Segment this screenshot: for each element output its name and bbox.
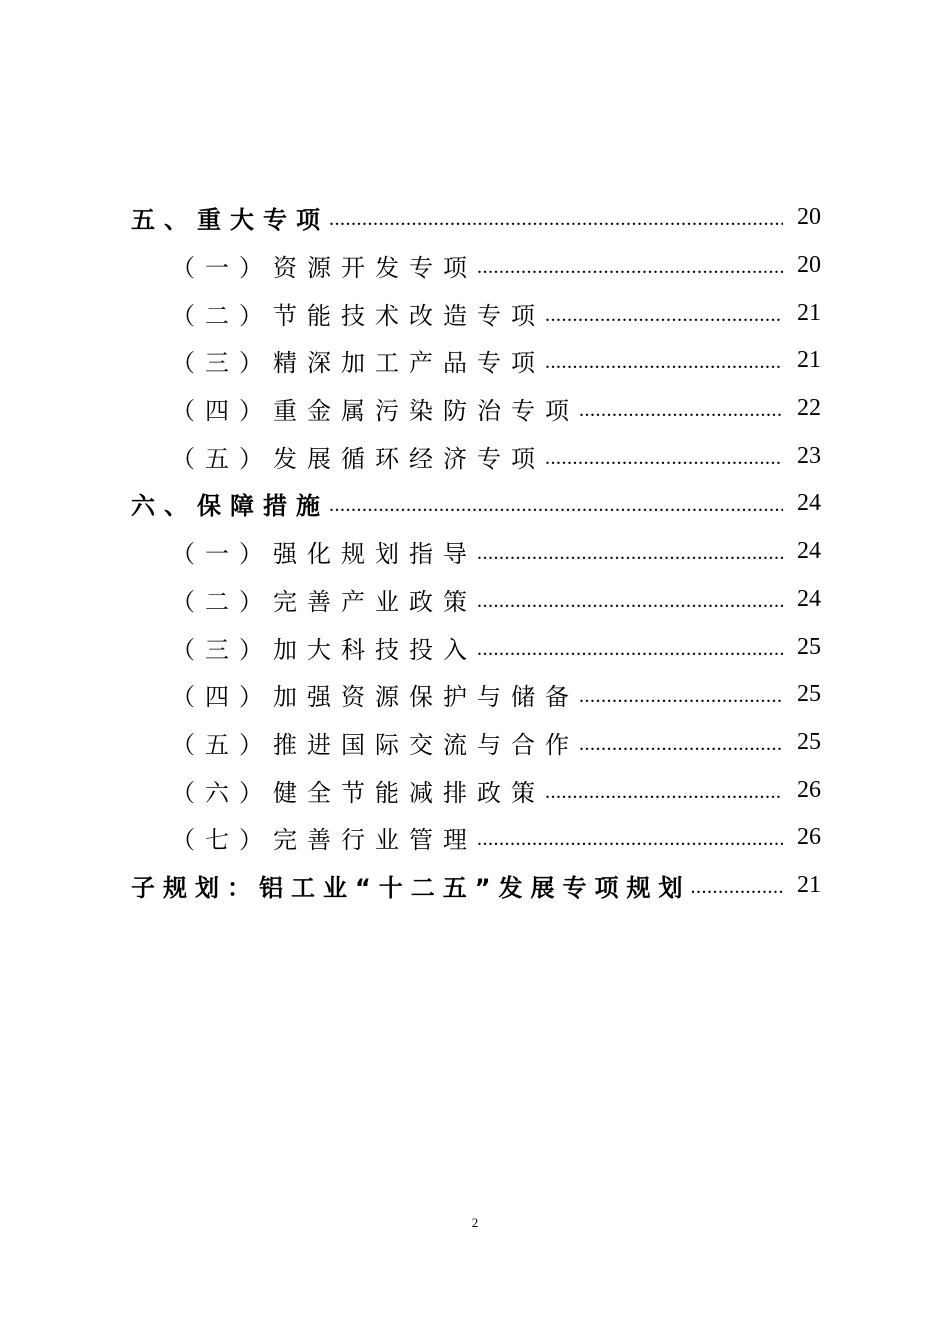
toc-dot-leader <box>545 339 783 387</box>
toc-entry-heavy-metal-pollution[interactable] <box>131 385 821 433</box>
toc-entry-page: 25 <box>797 728 821 755</box>
toc-dot-leader <box>477 625 783 673</box>
toc-entry-industry-management[interactable] <box>131 814 821 862</box>
toc-entry-page: 24 <box>797 538 821 565</box>
page-number: 2 <box>471 1215 479 1230</box>
toc-entry-page: 23 <box>797 442 821 469</box>
toc-dot-leader <box>545 291 783 339</box>
toc-entry-page: 25 <box>797 681 821 708</box>
toc-dot-leader <box>579 387 783 435</box>
toc-entry-resource-protection[interactable] <box>131 671 821 719</box>
toc-dot-leader <box>579 721 783 769</box>
toc-dot-leader <box>579 673 783 721</box>
toc-entry-page: 26 <box>797 824 821 851</box>
toc-entry-page: 24 <box>797 585 821 612</box>
toc-entry-page: 24 <box>797 490 821 517</box>
toc-entry-international-cooperation[interactable] <box>131 719 821 767</box>
toc-entry-title: （一）强化规划指导 <box>171 540 477 569</box>
toc-entry-title: （四）加强资源保护与储备 <box>171 683 579 712</box>
toc-entry-page: 20 <box>797 252 821 279</box>
toc-entry-title: （二）完善产业政策 <box>171 587 477 616</box>
toc-entry-title: 子规划：铝工业“十二五”发展专项规划 <box>131 873 691 902</box>
toc-dot-leader <box>545 768 783 816</box>
toc-dot-leader <box>477 530 783 578</box>
toc-entry-title: （三）精深加工产品专项 <box>171 349 545 378</box>
toc-entry-title: （四）重金属污染防治专项 <box>171 397 579 426</box>
toc-entry-page: 21 <box>797 299 821 326</box>
toc-entry-aluminum-subplan[interactable] <box>131 862 821 910</box>
toc-entry-emission-reduction-policy[interactable] <box>131 766 821 814</box>
toc-entry-title: （一）资源开发专项 <box>171 254 477 283</box>
toc-dot-leader <box>329 482 783 530</box>
toc-entry-page: 22 <box>797 395 821 422</box>
toc-entry-page: 21 <box>797 347 821 374</box>
toc-entry-title: （五）发展循环经济专项 <box>171 444 545 473</box>
toc-entry-energy-saving-retrofit[interactable] <box>131 289 821 337</box>
toc-entry-science-investment[interactable] <box>131 623 821 671</box>
toc-dot-leader <box>477 816 783 864</box>
toc-dot-leader <box>329 196 783 244</box>
toc-entry-page: 21 <box>797 871 821 898</box>
toc-entry-circular-economy[interactable] <box>131 432 821 480</box>
toc-entry-industrial-policy[interactable] <box>131 576 821 624</box>
toc-entry-resource-development[interactable] <box>131 242 821 290</box>
toc-entry-page: 26 <box>797 776 821 803</box>
toc-entry-major-projects[interactable] <box>131 194 821 242</box>
toc-entry-title: （六）健全节能减排政策 <box>171 778 545 807</box>
toc-entry-title: （二）节能技术改造专项 <box>171 301 545 330</box>
toc-entry-page: 20 <box>797 204 821 231</box>
toc-entry-page: 25 <box>797 633 821 660</box>
toc-dot-leader <box>477 244 783 292</box>
toc-entry-title: （三）加大科技投入 <box>171 635 477 664</box>
toc-dot-leader <box>691 864 783 912</box>
toc-entry-title: （七）完善行业管理 <box>171 826 477 855</box>
toc-dot-leader <box>477 578 783 626</box>
toc-entry-title: 五、重大专项 <box>131 206 329 235</box>
toc-entry-planning-guidance[interactable] <box>131 528 821 576</box>
toc-entry-title: 六、保障措施 <box>131 492 329 521</box>
toc-dot-leader <box>545 434 783 482</box>
table-of-contents <box>131 194 821 909</box>
toc-entry-title: （五）推进国际交流与合作 <box>171 730 579 759</box>
toc-entry-safeguard-measures[interactable] <box>131 480 821 528</box>
toc-entry-deep-processing[interactable] <box>131 337 821 385</box>
